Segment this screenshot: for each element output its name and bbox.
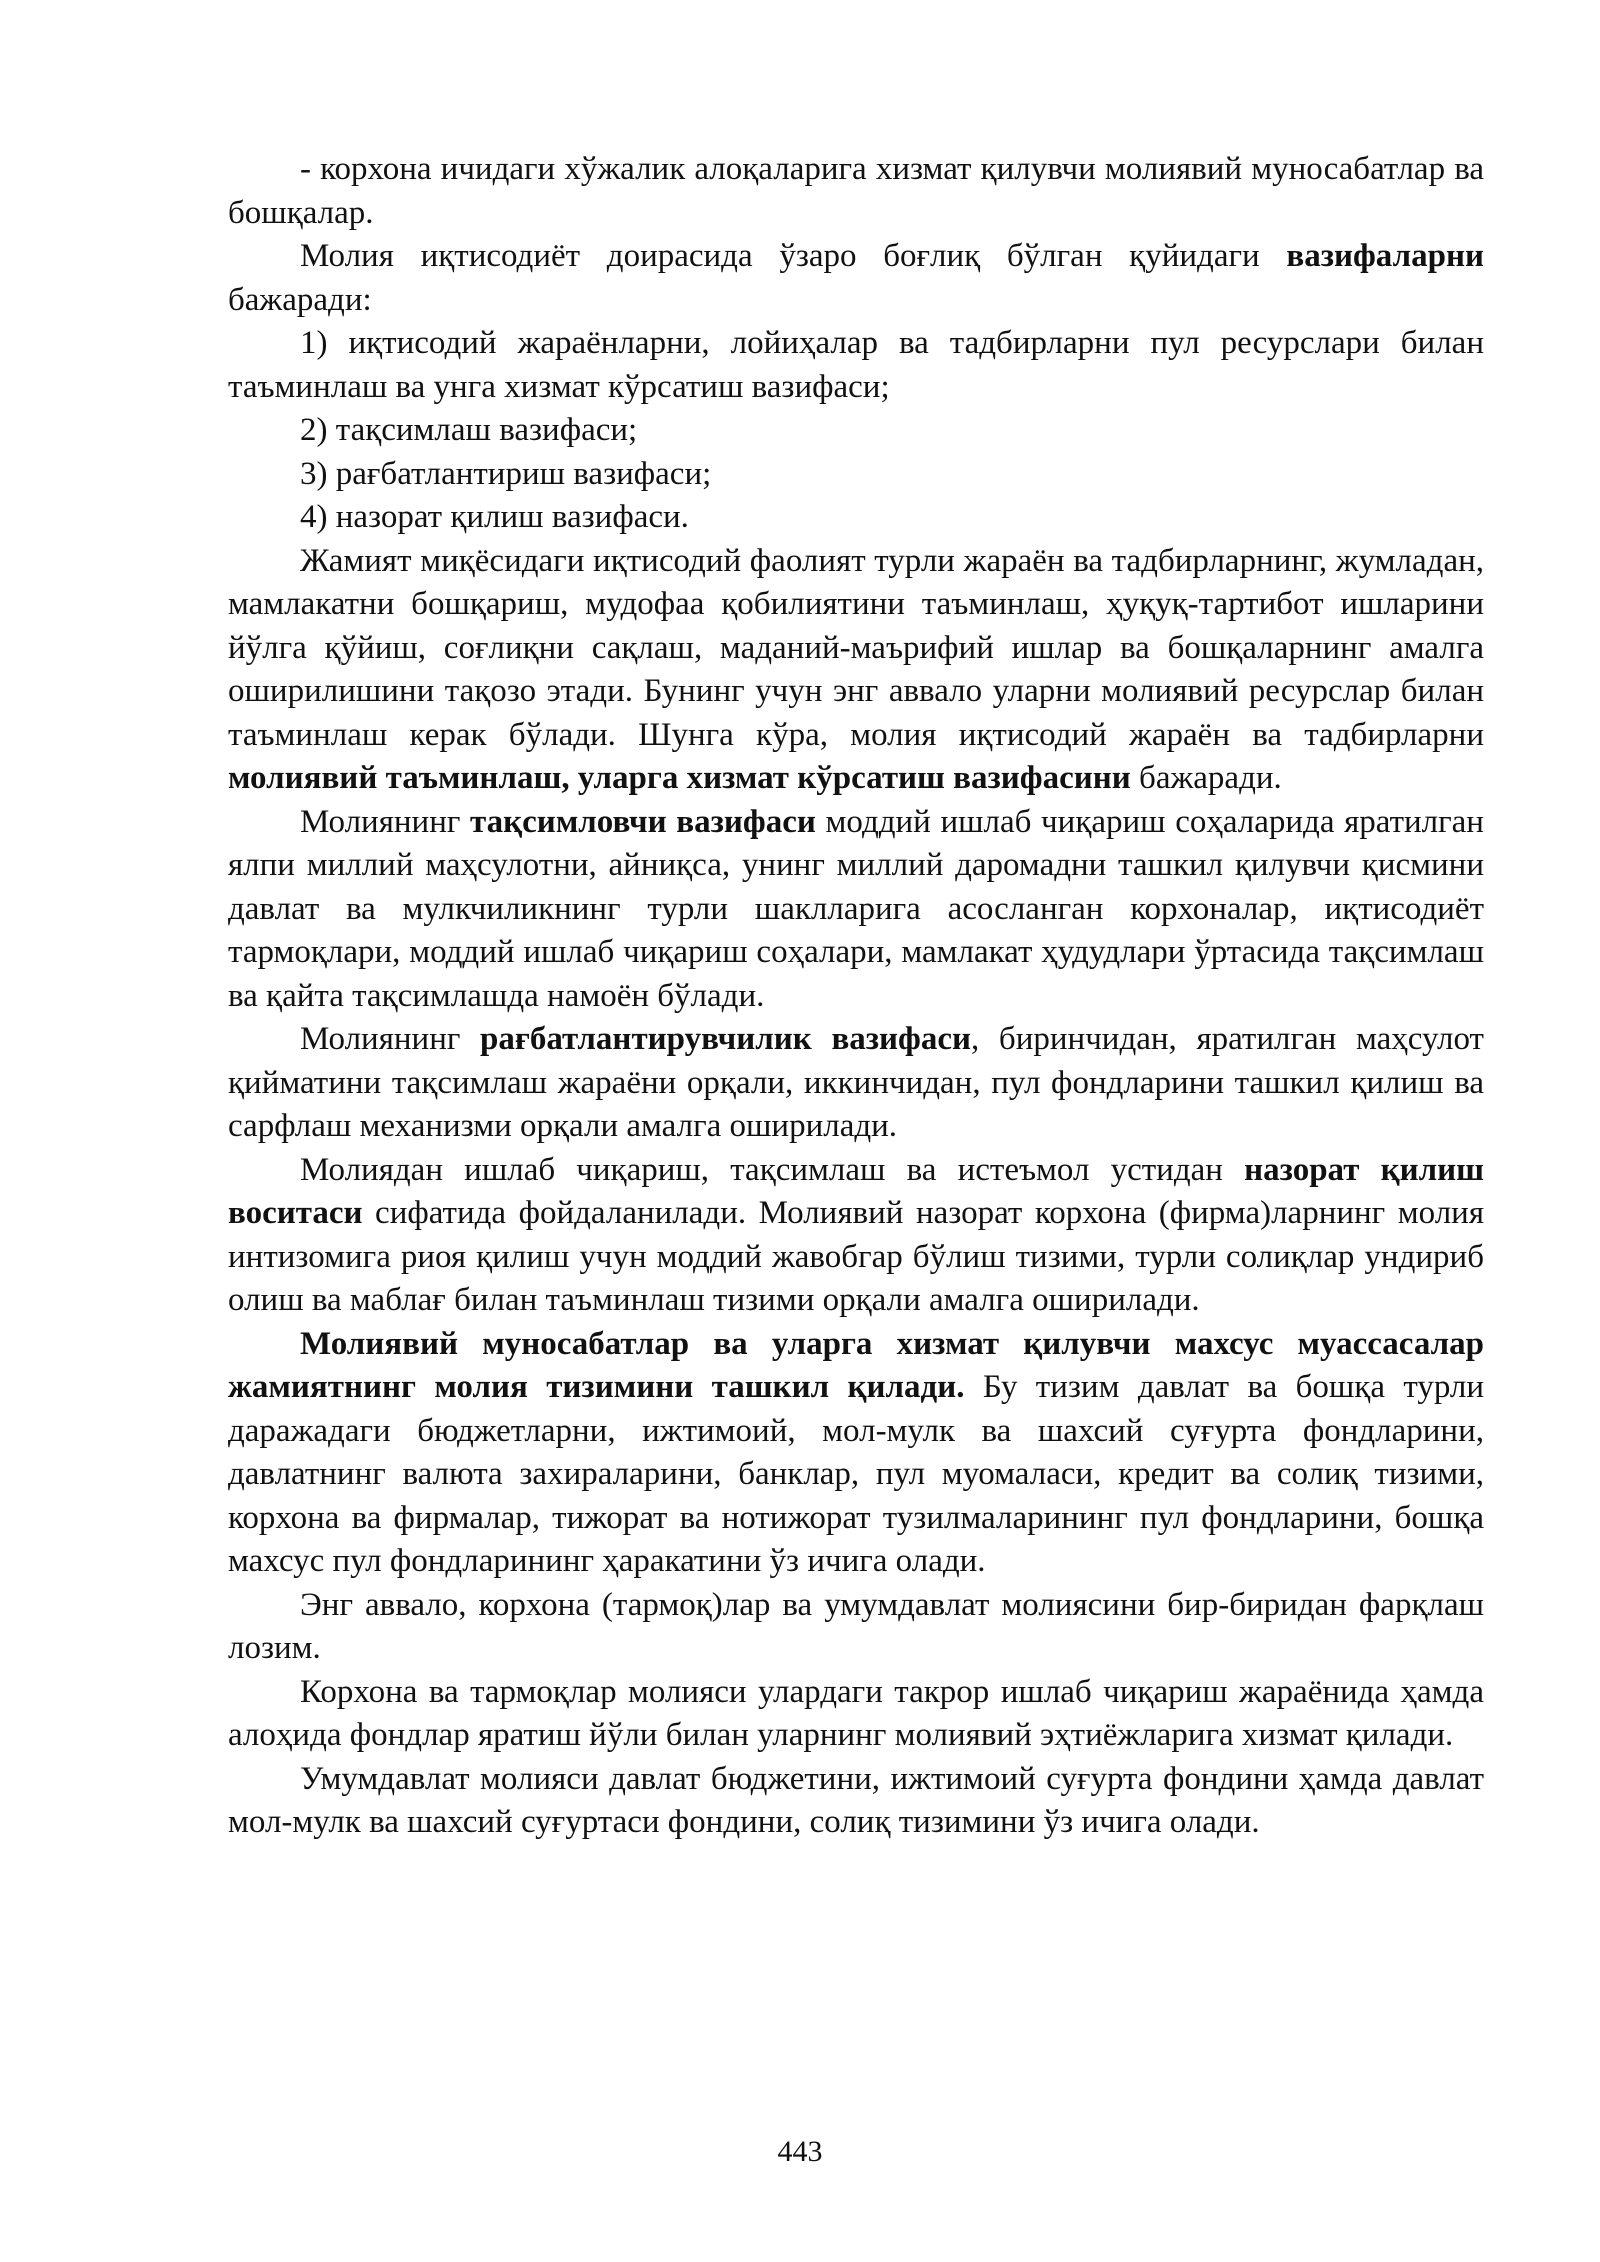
text-run: Молиянинг <box>300 803 471 840</box>
paragraph <box>228 453 1484 497</box>
bold-text-run: тақсимловчи вазифаси <box>470 803 816 840</box>
paragraph <box>228 1758 1484 1845</box>
text-run: Молиядан ишлаб чиқариш, тақсимлаш ва истеъмол устидан <box>300 1151 1245 1188</box>
text-run: , биринчидан, яратилган маҳсулот қийматини тақсимлаш жараёни орқали, иккинчидан, пул фондларини ташкил қилиш ва сарфлаш механизми орқали амалга оширилади. <box>228 1021 1484 1144</box>
paragraph <box>228 496 1484 540</box>
text-run: Энг аввало, корхона (тармоқ)лар ва умумдавлат молиясини бир-биридан фарқлаш лозим. <box>228 1586 1484 1666</box>
text-run: - корхона ичидаги хўжалик алоқаларига хизмат қилувчи молиявий муносабатлар ва бошқалар. <box>228 151 1484 231</box>
text-run: Умумдавлат молияси давлат бюджетини, ижтимоий суғурта фондини ҳамда давлат мол-мулк ва шахсий суғуртаси фондини, солиқ тизимини ўз ичига олади. <box>228 1760 1484 1840</box>
paragraph <box>228 148 1484 235</box>
paragraph <box>228 1149 1484 1323</box>
text-run: Молиянинг <box>300 1021 481 1057</box>
paragraph <box>228 1018 1484 1149</box>
bold-text-run: вазифаларни <box>1286 238 1484 274</box>
body-text <box>228 148 1484 1845</box>
text-run: 3) рағбатлантириш вазифаси; <box>300 455 712 492</box>
page-number: 443 <box>777 2135 823 2168</box>
bold-text-run: назорат қилиш воситаси <box>228 1151 1484 1231</box>
bold-text-run: Молиявий муносабатлар ва уларга хизмат қилувчи махсус муассасалар жамиятнинг молия тизимини ташкил қилади. <box>228 1325 1484 1405</box>
text-run: моддий ишлаб чиқариш соҳаларида яратилган ялпи миллий маҳсулотни, айниқса, унинг миллий даромадни ташкил қилувчи қисмини давлат ва мулкчиликнинг турли шаклларига асосланган корхоналар, иқтисодиёт тармоқлари, моддий ишлаб чиқариш соҳалари, мамлакат ҳудудлари ўртасида тақсимлаш ва қайта тақсимлашда намоён бўлади. <box>228 803 1484 1014</box>
text-run: 4) назорат қилиш вазифаси. <box>300 499 689 535</box>
bold-text-run: рағбатлантирувчилик вазифаси <box>480 1021 972 1057</box>
paragraph <box>228 1584 1484 1671</box>
text-run: сифатида фойдаланилади. Молиявий назорат корхона (фирма)ларнинг молия интизомига риоя қилиш учун моддий жавобгар бўлиш тизими, турли солиқлар ундириб олиш ва маблағ билан таъминлаш тизими орқали амалга оширилади. <box>228 1195 1484 1318</box>
paragraph <box>228 322 1484 409</box>
text-run: Молия иқтисодиёт доирасида ўзаро боғлиқ бўлган қуйидаги <box>300 238 1287 274</box>
text-run: Бу тизим давлат ва бошқа турли даражадаги бюджетларни, ижтимоий, мол-мулк ва шахсий суғурта фондларини, давлатнинг валюта захираларини, банклар, пул муомаласи, кредит ва солиқ тизими, корхона ва фирмалар, тижорат ва нотижорат тузилмаларининг пул фондларини, бошқа махсус пул фондларининг ҳаракатини ўз ичига олади. <box>228 1369 1485 1579</box>
text-run: бажаради. <box>1130 760 1282 796</box>
text-run: 1) иқтисодий жараёнларни, лойиҳалар ва тадбирларни пул ресурслари билан таъминлаш ва унга хизмат кўрсатиш вазифаси; <box>228 325 1484 405</box>
text-run: Жамият миқёсидаги иқтисодий фаолият турли жараён ва тадбирларнинг, жумладан, мамлакатни бошқариш, мудофаа қобилиятини таъминлаш, ҳуқуқ-тартибот ишларини йўлга қўйиш, соғлиқни сақлаш, маданий-маърифий ишлар ва бошқаларнинг амалга оширилишини тақозо этади. Бунинг учун энг аввало уларни молиявий ресурслар билан таъминлаш керак бўлади. Шунга кўра, молия иқтисодий жараён ва тадбирларни <box>228 542 1484 753</box>
bold-text-run: молиявий таъминлаш, уларга хизмат кўрсатиш вазифасини <box>228 760 1131 796</box>
paragraph <box>228 235 1484 322</box>
text-run: Корхона ва тармоқлар молияси улардаги такрор ишлаб чиқариш жараёнида ҳамда алоҳида фондлар яратиш йўли билан уларнинг молиявий эҳтиёжларига хизмат қилади. <box>228 1673 1484 1753</box>
paragraph <box>228 1323 1484 1584</box>
paragraph <box>228 801 1484 1019</box>
paragraph <box>228 540 1484 801</box>
paragraph <box>228 409 1484 453</box>
paragraph <box>228 1671 1484 1758</box>
text-run: 2) тақсимлаш вазифаси; <box>300 412 638 448</box>
text-run: бажаради: <box>228 281 372 318</box>
